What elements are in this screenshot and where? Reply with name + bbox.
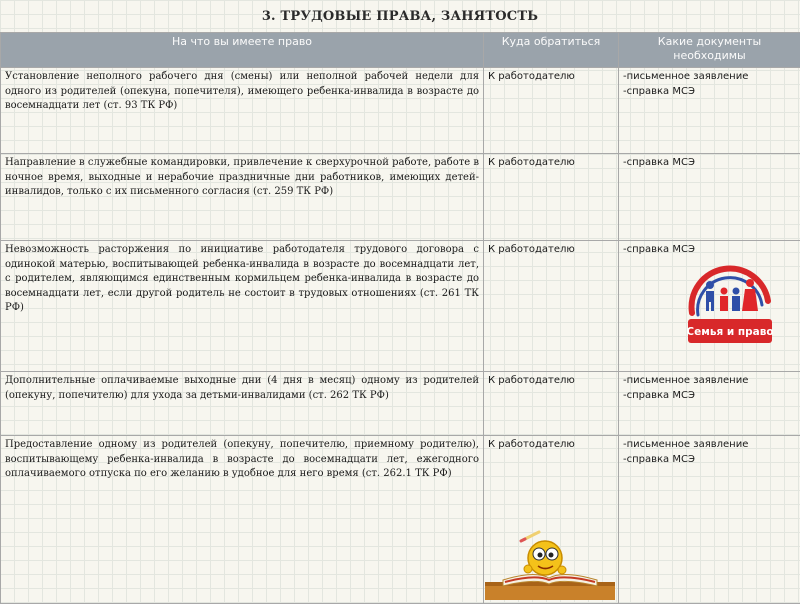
where-cell: К работодателю	[484, 154, 619, 241]
column-header-docs: Какие документы необходимы	[619, 33, 800, 68]
doc-item: -письменное заявление	[623, 374, 796, 389]
table-row	[1, 154, 800, 241]
docs-cell	[619, 436, 800, 604]
right-cell: Дополнительные оплачиваемые выходные дни (4 дня в месяц) одному из родителей (опекуну, попечителю) для ухода за детьми-инвалидами (ст. 262 ТК РФ)	[1, 372, 484, 436]
column-header-where: Куда обратиться	[484, 33, 619, 68]
doc-item: -письменное заявление	[623, 438, 796, 453]
page-title: 3. ТРУДОВЫЕ ПРАВА, ЗАНЯТОСТЬ	[0, 0, 800, 32]
where-cell: К работодателю	[484, 436, 619, 604]
logo-text: Семья и право	[686, 326, 773, 338]
right-cell: Установление неполного рабочего дня (смены) или неполной рабочей недели для одного из родителей (опекуна, попечителя), имеющего ребенка-инвалида в возрасте до восемнадцати лет (ст. 93 ТК РФ)	[1, 68, 484, 154]
family-logo-icon	[684, 261, 776, 351]
table-header-row	[1, 33, 800, 68]
right-cell: Предоставление одному из родителей (опекуну, попечителю, приемному родителю), воспитывающему ребенка-инвалида в возрасте до восемнадцати лет, ежегодного оплачиваемого отпуска по его желанию в удобное для него время (ст. 262.1 ТК РФ)	[1, 436, 484, 604]
where-cell: К работодателю	[484, 241, 619, 372]
doc-item: -справка МСЭ	[623, 156, 796, 171]
table-row	[1, 436, 800, 604]
table-row	[1, 241, 800, 372]
doc-item: -справка МСЭ	[623, 85, 796, 100]
where-cell: К работодателю	[484, 68, 619, 154]
where-cell: К работодателю	[484, 372, 619, 436]
doc-item: -письменное заявление	[623, 70, 796, 85]
docs-cell	[619, 372, 800, 436]
docs-cell	[619, 154, 800, 241]
table-row	[1, 372, 800, 436]
doc-item: -справка МСЭ	[623, 243, 796, 258]
right-cell: Невозможность расторжения по инициативе работодателя трудового договора с одинокой матерью, воспитывающей ребенка-инвалида в возрасте до восемнадцати лет, с родителем, являющимся единственным кормильцем ребенка-инвалида в возрасте до восемнадцати лет, если другой родитель не состоит в трудовых отношениях (ст. 261 ТК РФ)	[1, 241, 484, 372]
right-cell: Направление в служебные командировки, привлечение к сверхурочной работе, работе в ночное время, выходные и нерабочие праздничные дни работников, имеющих детей-инвалидов, только с их письменного согласия (ст. 259 ТК РФ)	[1, 154, 484, 241]
rights-table	[0, 32, 800, 604]
column-header-right: На что вы имеете право	[1, 33, 484, 68]
table-row	[1, 68, 800, 154]
docs-cell	[619, 68, 800, 154]
doc-item: -справка МСЭ	[623, 453, 796, 468]
smiley-reading-book-icon	[485, 522, 615, 600]
doc-item: -справка МСЭ	[623, 389, 796, 404]
